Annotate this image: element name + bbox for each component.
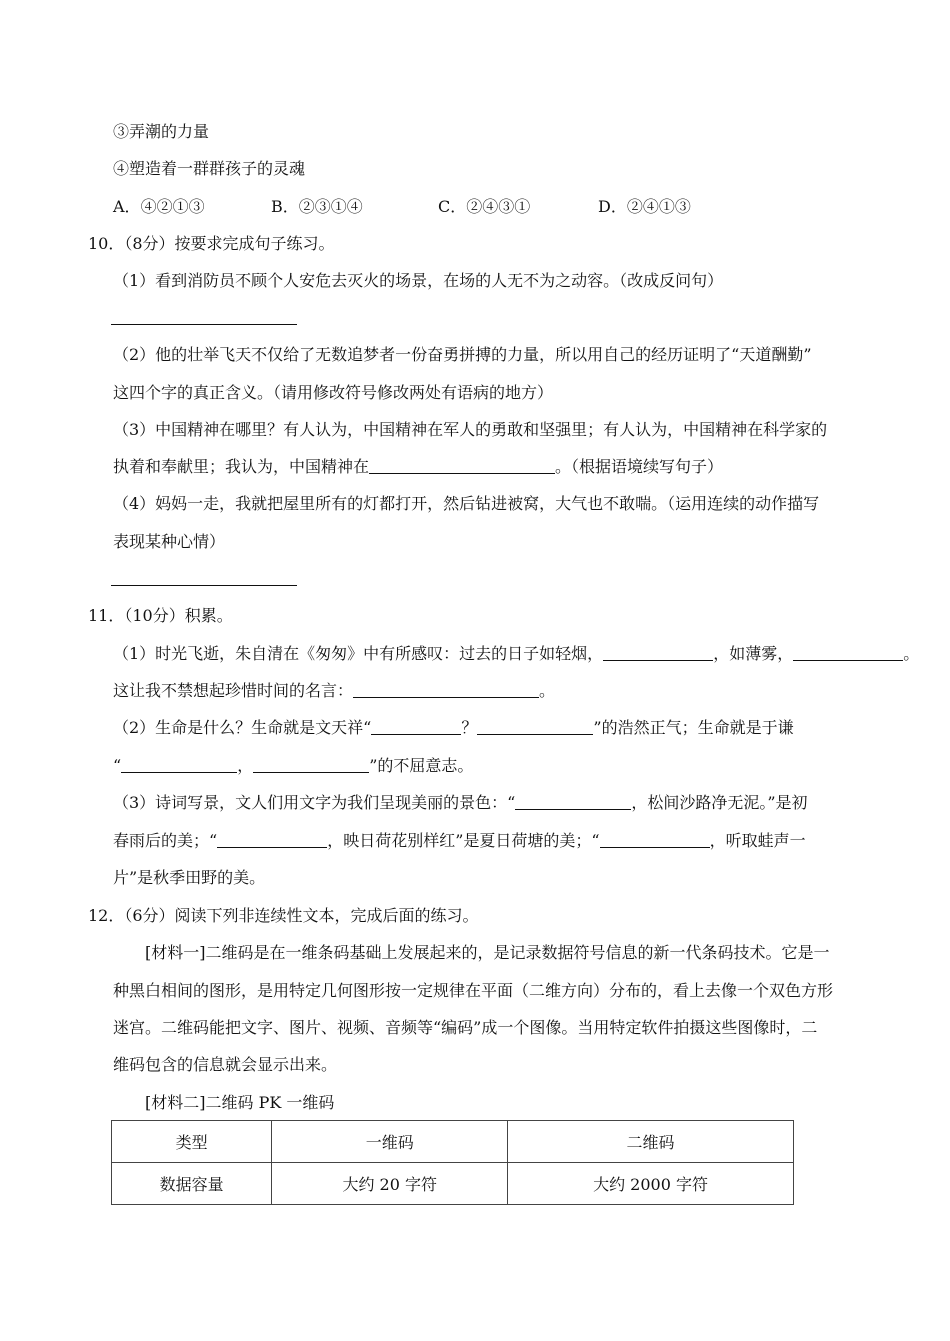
table-cell: 数据容量: [112, 1163, 272, 1205]
q11-part1-blank-3[interactable]: [353, 681, 539, 698]
q9-item-3: ③弄潮的力量: [113, 122, 210, 141]
q10-part4-line1: （4）妈妈一走，我就把屋里所有的灯都打开，然后钻进被窝，大气也不敢喘。（运用连续的动作描写: [113, 494, 820, 513]
table-cell: 大约 2000 字符: [508, 1163, 794, 1205]
q11-part3-line3: 片”是秋季田野的美。: [113, 868, 266, 887]
q10-part1: （1）看到消防员不顾个人安危去灭火的场景，在场的人无不为之动容。（改成反问句）: [113, 271, 724, 290]
table-header-cell: 二维码: [508, 1121, 794, 1163]
q9-option-a-text: ④②①③: [140, 197, 205, 216]
q11-part2-text-c: ”的浩然正气；生命就是于谦: [593, 718, 794, 737]
q11-part1-blank-1[interactable]: [603, 644, 713, 661]
q12-material1-line4: 维码包含的信息就会显示出来。: [113, 1055, 338, 1074]
q9-option-a[interactable]: [113, 196, 205, 218]
q9-item-4: ④塑造着一群群孩子的灵魂: [113, 159, 306, 178]
q11-part2-text-d: “: [113, 756, 122, 775]
q11-part2-line1: [113, 717, 794, 739]
q10-header: 10．（8分）按要求完成句子练习。: [88, 234, 335, 253]
q9-option-c-text: ②④③①: [466, 197, 531, 216]
q11-part1-text-a: （1）时光飞逝，朱自清在《匆匆》中有所感叹：过去的日子如轻烟，: [113, 644, 604, 663]
q11-part2-text-f: ”的不屈意志。: [369, 756, 474, 775]
q11-header: 11．（10分）积累。: [88, 606, 233, 625]
table-cell: 大约 20 字符: [272, 1163, 508, 1205]
q11-part1-text-d: 这让我不禁想起珍惜时间的名言：: [113, 681, 354, 700]
q10-part4-answer-line[interactable]: [111, 585, 297, 586]
q11-part2-blank-3[interactable]: [121, 756, 237, 773]
q9-option-d-text: ②④①③: [626, 197, 691, 216]
q11-part3-line2: [113, 830, 806, 852]
q11-part3-text-d: ，映日荷花别样红”是夏日荷塘的美；“: [327, 831, 600, 850]
q9-option-d[interactable]: [598, 196, 691, 218]
q11-part1-line2: [113, 680, 555, 702]
q12-material1-line1: [材料一]二维码是在一维条码基础上发展起来的，是记录数据符号信息的新一代条码技术。它是一: [145, 943, 830, 962]
q11-part2-text-a: （2）生命是什么？生命就是文天祥“: [113, 718, 372, 737]
q10-part3-blank[interactable]: [369, 457, 555, 474]
q11-part1-text-c: 。: [903, 644, 920, 663]
q11-part2-blank-4[interactable]: [253, 756, 369, 773]
q11-part1-text-e: 。: [539, 681, 556, 700]
q10-part3-line2: [113, 456, 723, 478]
table-header-cell: 一维码: [272, 1121, 508, 1163]
q11-part1-text-b: ，如薄雾，: [713, 644, 794, 663]
q10-part3-suffix: 。（根据语境续写句子）: [555, 457, 724, 476]
q9-option-c-letter: C．: [438, 197, 467, 216]
q11-part3-text-e: ，听取蛙声一: [709, 831, 806, 850]
q9-option-b-letter: B．: [271, 197, 299, 216]
q10-part3-prefix: 执着和奉献里；我认为，中国精神在: [113, 457, 370, 476]
q9-option-c[interactable]: [438, 196, 530, 218]
q11-part2-text-e: ，: [237, 756, 254, 775]
q11-part2-blank-1[interactable]: [371, 718, 461, 735]
q12-header: 12．（6分）阅读下列非连续性文本，完成后面的练习。: [88, 906, 479, 925]
table-header-cell: 类型: [112, 1121, 272, 1163]
q12-material2-title: [材料二]二维码 PK 一维码: [145, 1093, 335, 1112]
q10-part3-line1: （3）中国精神在哪里？有人认为，中国精神在军人的勇敢和坚强里；有人认为，中国精神在科学家的: [113, 420, 828, 439]
q11-part3-blank-1[interactable]: [515, 793, 631, 810]
q10-part2-line2: 这四个字的真正含义。（请用修改符号修改两处有语病的地方）: [113, 383, 554, 402]
q11-part3-blank-3[interactable]: [600, 831, 710, 848]
q10-part1-answer-line[interactable]: [111, 324, 297, 325]
q11-part3-line1: [113, 792, 808, 814]
q11-part2-line2: [113, 755, 473, 777]
q10-part4-line2: 表现某种心情）: [113, 532, 226, 551]
q9-option-b-text: ②③①④: [298, 197, 363, 216]
q11-part2-text-b: ？: [461, 718, 478, 737]
q12-material1-line3: 迷宫。二维码能把文字、图片、视频、音频等“编码”成一个图像。当用特定软件拍摄这些图像时，二: [113, 1018, 818, 1037]
q9-option-a-letter: A．: [113, 197, 141, 216]
q11-part1-blank-2[interactable]: [793, 644, 903, 661]
q11-part3-text-c: 春雨后的美；“: [113, 831, 218, 850]
q11-part3-blank-2[interactable]: [217, 831, 327, 848]
q9-option-d-letter: D．: [598, 197, 627, 216]
q10-part2-line1: （2）他的壮举飞天不仅给了无数追梦者一份奋勇拼搏的力量，所以用自己的经历证明了“天道酬勤”: [113, 345, 812, 364]
q11-part1-line1: [113, 643, 919, 665]
q11-part2-blank-2[interactable]: [477, 718, 593, 735]
table-row: [112, 1163, 794, 1205]
q11-part3-text-b: ，松间沙路净无泥。”是初: [631, 793, 808, 812]
table-header-row: [112, 1121, 794, 1163]
q9-option-b[interactable]: [271, 196, 363, 218]
comparison-table: [111, 1120, 794, 1205]
q11-part3-text-a: （3）诗词写景，文人们用文字为我们呈现美丽的景色：“: [113, 793, 516, 812]
q12-material1-line2: 种黑白相间的图形，是用特定几何图形按一定规律在平面（二维方向）分布的，看上去像一个双色方形: [113, 981, 834, 1000]
